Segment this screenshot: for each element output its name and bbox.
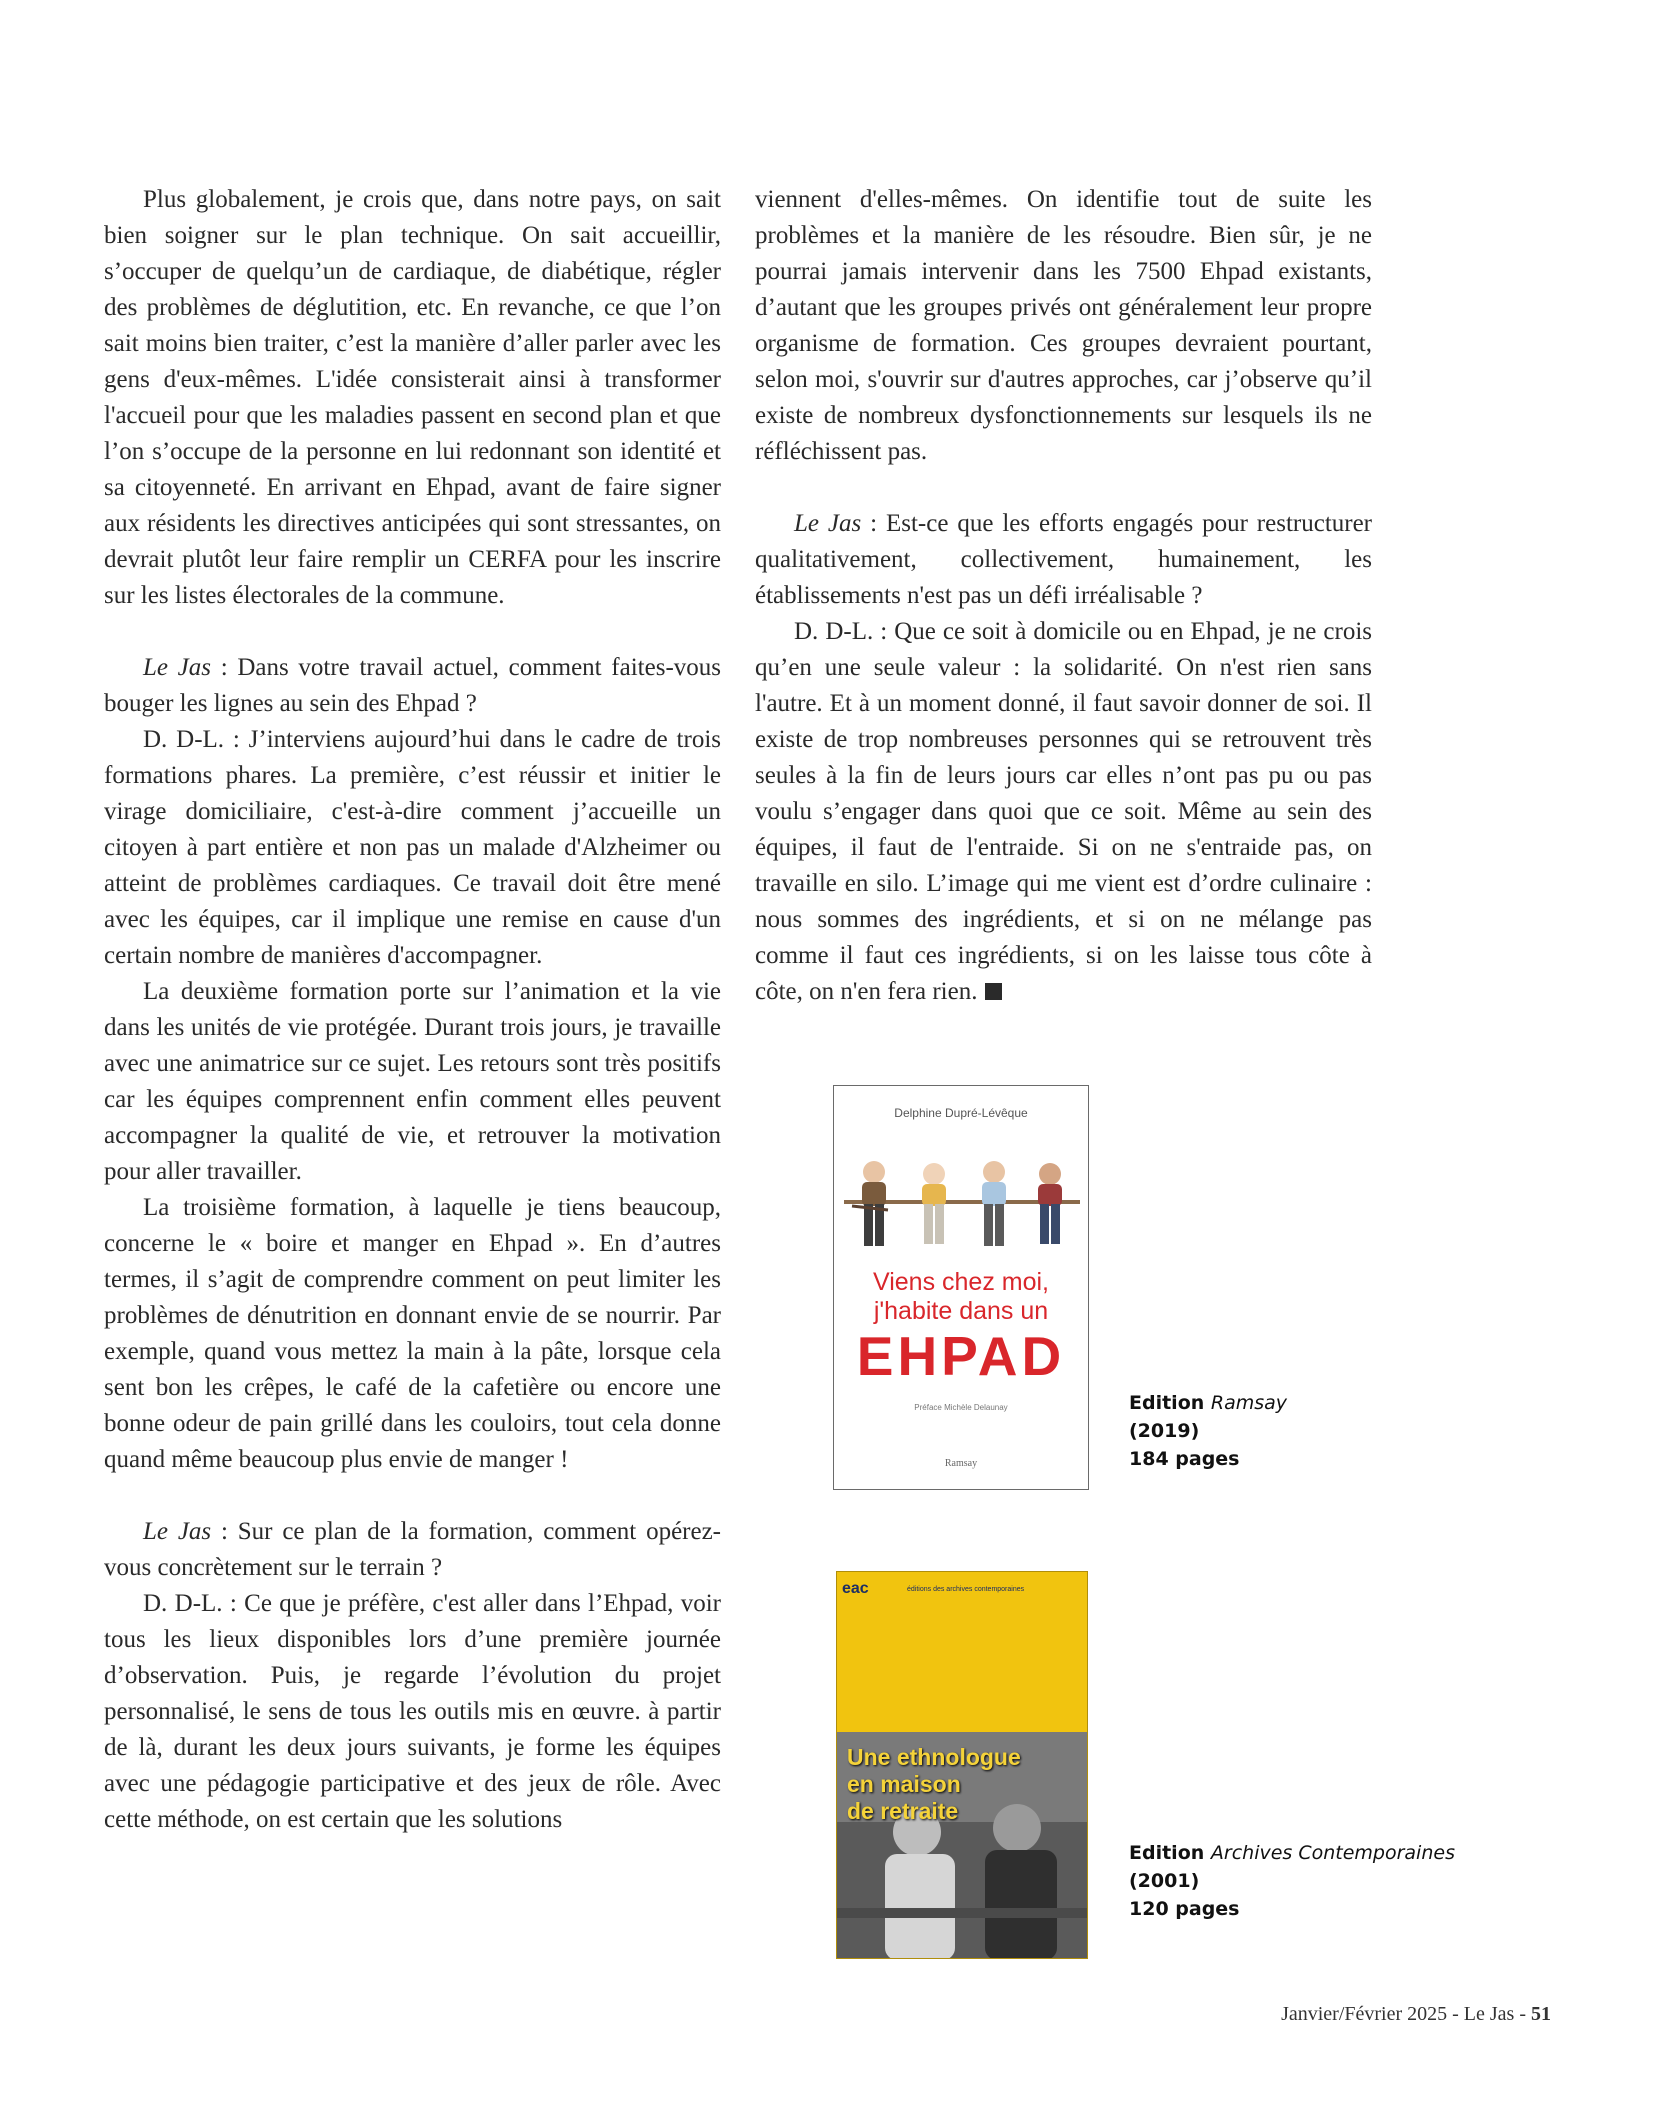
book-publisher: Ramsay (944, 1458, 978, 1469)
paragraph: La troisième formation, à laquelle je tiens beaucoup, concerne le « boire et manger en Ehpad ». En d’autres termes, il s’agit de comprendre comment on peut limiter les problèmes de dénutrition en donnant envie de se nourrir. Par exemple, quand vous mettez la main à la pâte, lorsque cela sent bon les crêpes, le café de la cafetière ou encore une bonne odeur de pain grillé dans les couloirs, tout cela donne quand même beaucoup plus envie de manger ! (104, 1194, 721, 1473)
interview-question: Le Jas : Dans votre travail actuel, comment faites-vous bouger les lignes au sein des Ehpad ? (104, 654, 722, 717)
book-caption: Edition Archives Contemporaines (2001) 120 pages (1129, 1839, 1455, 1923)
magazine-name: Le Jas (794, 510, 862, 537)
interview-answer: D. D-L. : J’interviens aujourd’hui dans le cadre de trois formations phares. La première, c’est réussir et initier le virage domiciliaire, c'est-à-dire comment j’accueille un citoyen à part entière et non pas un malade d'Alzheimer ou atteint de problèmes cardiaques. Ce travail doit être mené avec les équipes, car il implique une remise en cause d'un certain nombre de manières d'accompagner. (104, 726, 721, 969)
page-number: 51 (1531, 2003, 1551, 2025)
caption-publisher: Archives Contemporaines (1210, 1842, 1455, 1864)
book-cover-ethnologue (836, 1571, 1088, 1959)
magazine-name: Le Jas (143, 1518, 212, 1545)
book-cover-ehpad (833, 1085, 1089, 1490)
book-title: Une ethnologue en maison de retraite (847, 1744, 1021, 1824)
caption-pages: 184 pages (1129, 1448, 1240, 1470)
page-footer: Janvier/Février 2025 - Le Jas - 51 (1281, 2003, 1551, 2025)
book-caption: Edition Ramsay (2019) 184 pages (1129, 1389, 1287, 1473)
article-left-column (104, 182, 721, 1838)
interview-answer: D. D-L. : Que ce soit à domicile ou en Ehpad, je ne crois qu’en une seule valeur : la solidarité. On n'est rien sans l'autre. Et à un moment donné, il faut savoir donner de soi. Il existe de trop nombreuses personnes qui se retrouvent très seules à la fin de leurs jours car elles n’ont pas pu ou pas voulu s’engager dans quoi que ce soit. Même au sein des équipes, il faut de l'entraide. Si on ne s'entraide pas, on travaille en silo. L’image qui me vient est d’ordre culinaire : nous sommes des ingrédients, et si on ne mélange pas comme il faut ces ingrédients, si on les laisse tous côte à côte, on n'en fera rien. (755, 618, 1372, 1005)
book-collection: éditions des archives contemporaines (907, 1586, 1025, 1593)
paragraph: viennent d'elles-mêmes. On identifie tout de suite les problèmes et la manière de les résoudre. Bien sûr, je ne pourrai jamais intervenir dans les 7500 Ehpad existants, d’autant que les groupes privés ont généralement leur propre organisme de formation. Ces groupes devraient pourtant, selon moi, s'ouvrir sur d'autres approches, car j’observe qu’il existe de nombreux dysfonctionnements sur lesquels ils ne réfléchissent pas. (755, 186, 1372, 465)
paragraph: Plus globalement, je crois que, dans notre pays, on sait bien soigner sur le plan technique. On sait accueillir, s’occuper de quelqu’un de cardiaque, de diabétique, régler des problèmes de déglutition, etc. En revanche, ce que l’on sait moins bien traiter, c’est la manière d’aller parler avec les gens d'eux-mêmes. L'idée consisterait ainsi à transformer l'accueil pour que les maladies passent en second plan et que l’on s’occupe de la personne en lui redonnant son identité et sa citoyenneté. En arrivant en Ehpad, avant de faire signer aux résidents les directives anticipées qui sont stressantes, on devrait plutôt leur faire remplir un CERFA pour les inscrire sur les listes électorales de la commune. (104, 186, 721, 609)
interview-question: Le Jas : Est-ce que les efforts engagés pour restructurer qualitativement, collectivement, humainement, les établissements n'est pas un défi irréalisable ? (755, 510, 1373, 609)
publisher-logo: eac (842, 1580, 869, 1597)
paragraph: La deuxième formation porte sur l’animation et la vie dans les unités de vie protégée. Durant trois jours, je travaille avec une animatrice sur ce sujet. Les retours sont très positifs car les équipes comprennent enfin comment elles peuvent accompagner la qualité de vie, et retrouver la motivation pour aller travailler. (104, 978, 721, 1185)
caption-publisher: Ramsay (1210, 1392, 1288, 1414)
caption-year: (2001) (1129, 1870, 1200, 1892)
book-title-line: Viens chez moi, j'habite dans un (872, 1268, 1049, 1325)
end-of-article-square-icon (985, 983, 1002, 1000)
interview-answer: D. D-L. : Ce que je préfère, c'est aller dans l’Ehpad, voir tous les lieux disponibles lors d’une première journée d’observation. Puis, je regarde l’évolution du projet personnalisé, le sens de tous les outils mis en œuvre. à partir de là, durant les deux jours suivants, je forme les équipes avec une pédagogie participative et des jeux de rôle. Avec cette méthode, on est certain que les solutions (104, 1590, 721, 1833)
magazine-name: Le Jas (143, 654, 212, 681)
book-author: Delphine Dupré-Lévêque (894, 1106, 1028, 1120)
caption-pages: 120 pages (1129, 1898, 1240, 1920)
article-right-column (755, 182, 1372, 1010)
caption-year: (2019) (1129, 1420, 1200, 1442)
book-title-main: EHPAD (856, 1325, 1066, 1387)
interview-question: Le Jas : Sur ce plan de la formation, comment opérez-vous concrètement sur le terrain ? (104, 1518, 722, 1581)
book-preface: Préface Michèle Delaunay (914, 1403, 1008, 1412)
